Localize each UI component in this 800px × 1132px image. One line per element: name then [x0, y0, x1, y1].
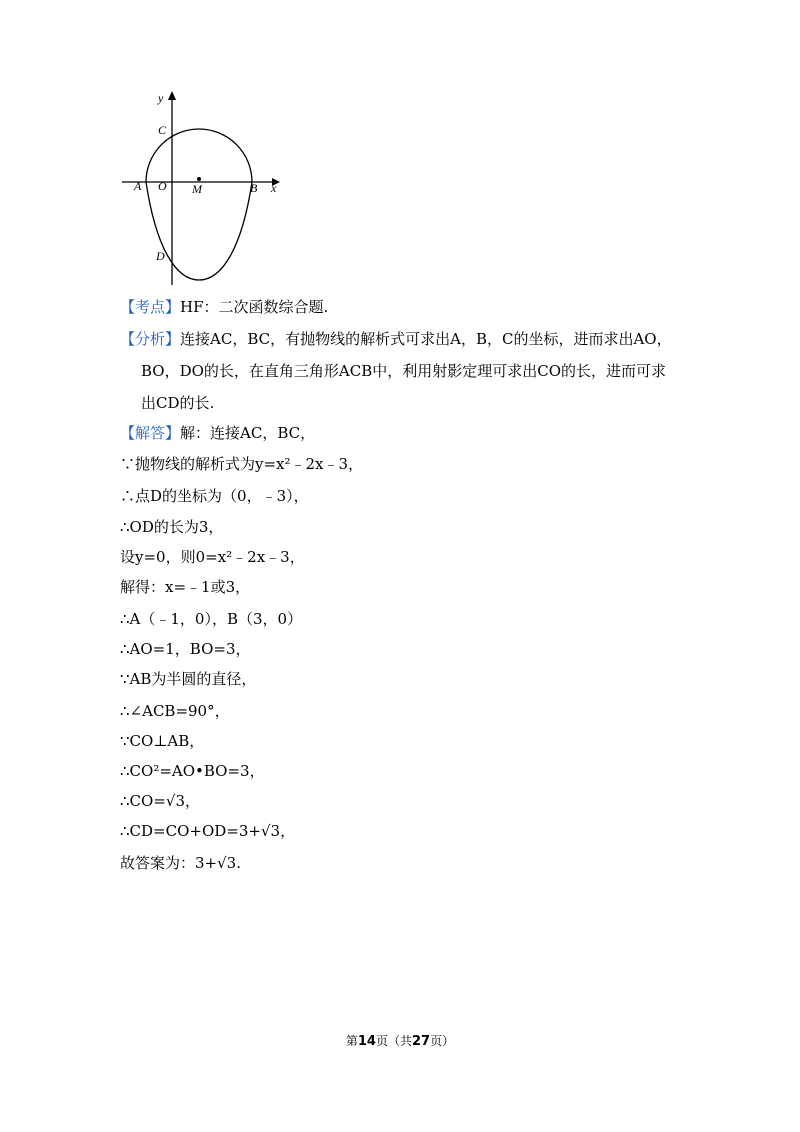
label-y: y	[158, 91, 164, 105]
kaodian-line	[120, 297, 328, 317]
step-line: ∵AB为半圆的直径，	[120, 670, 257, 688]
figure-svg	[118, 88, 280, 288]
kaodian-text: HF：二次函数综合题.	[180, 298, 329, 316]
step-line: ∴CO²=AO•BO=3，	[120, 762, 265, 780]
step-line: ∴CO=√3，	[120, 792, 200, 810]
parabola-semicircle-figure	[118, 88, 280, 288]
step-line: ∴AO=1，BO=3，	[120, 640, 251, 658]
step-line: ∴A（﹣1，0），B（3，0）	[120, 610, 303, 628]
step-line: 解得：x=﹣1或3，	[120, 578, 251, 596]
fenxi-line-3: 出CD的长.	[141, 394, 215, 412]
step-line: 设y=0，则0=x²﹣2x﹣3，	[120, 548, 305, 566]
footer-suffix: 页）	[430, 1034, 455, 1048]
step-line: ∴OD的长为3，	[120, 518, 224, 536]
label-x: x	[271, 181, 277, 195]
footer-mid: 页（共	[375, 1034, 412, 1048]
step-line: ∴∠ACB=90°，	[120, 702, 230, 720]
label-c: C	[158, 123, 167, 137]
kaodian-tag: 【考点】	[120, 298, 181, 316]
fenxi-text-1: 连接AC，BC，有抛物线的解析式可求出A，B，C的坐标，进而求出AO，	[180, 330, 672, 348]
footer-prefix: 第	[345, 1034, 358, 1048]
jieda-line	[120, 423, 315, 443]
jieda-text: 解：连接AC，BC，	[180, 424, 316, 442]
jieda-tag: 【解答】	[120, 424, 181, 442]
final-answer-line: 故答案为：3+√3.	[120, 854, 241, 872]
total-page-number: 27	[412, 1034, 431, 1049]
step-line: ∵抛物线的解析式为y=x²﹣2x﹣3，	[120, 455, 364, 473]
current-page-number: 14	[357, 1034, 376, 1049]
parabola-curve	[146, 182, 252, 280]
label-a: A	[134, 179, 142, 193]
label-d: D	[156, 249, 165, 263]
fenxi-line-1	[120, 329, 672, 349]
y-axis-arrow	[168, 91, 176, 100]
fenxi-line-2: BO，DO的长，在直角三角形ACB中，利用射影定理可求出CO的长，进而可求	[141, 362, 667, 380]
point-m-dot	[197, 177, 201, 181]
step-line: ∵CO⊥AB，	[120, 732, 205, 750]
label-b: B	[250, 181, 258, 195]
step-line: ∴CD=CO+OD=3+√3，	[120, 822, 296, 840]
fenxi-tag: 【分析】	[120, 330, 181, 348]
label-m: M	[192, 182, 202, 196]
label-o: O	[158, 179, 167, 193]
step-line: ∴点D的坐标为（0，﹣3），	[120, 487, 309, 505]
page-footer	[0, 1032, 800, 1049]
